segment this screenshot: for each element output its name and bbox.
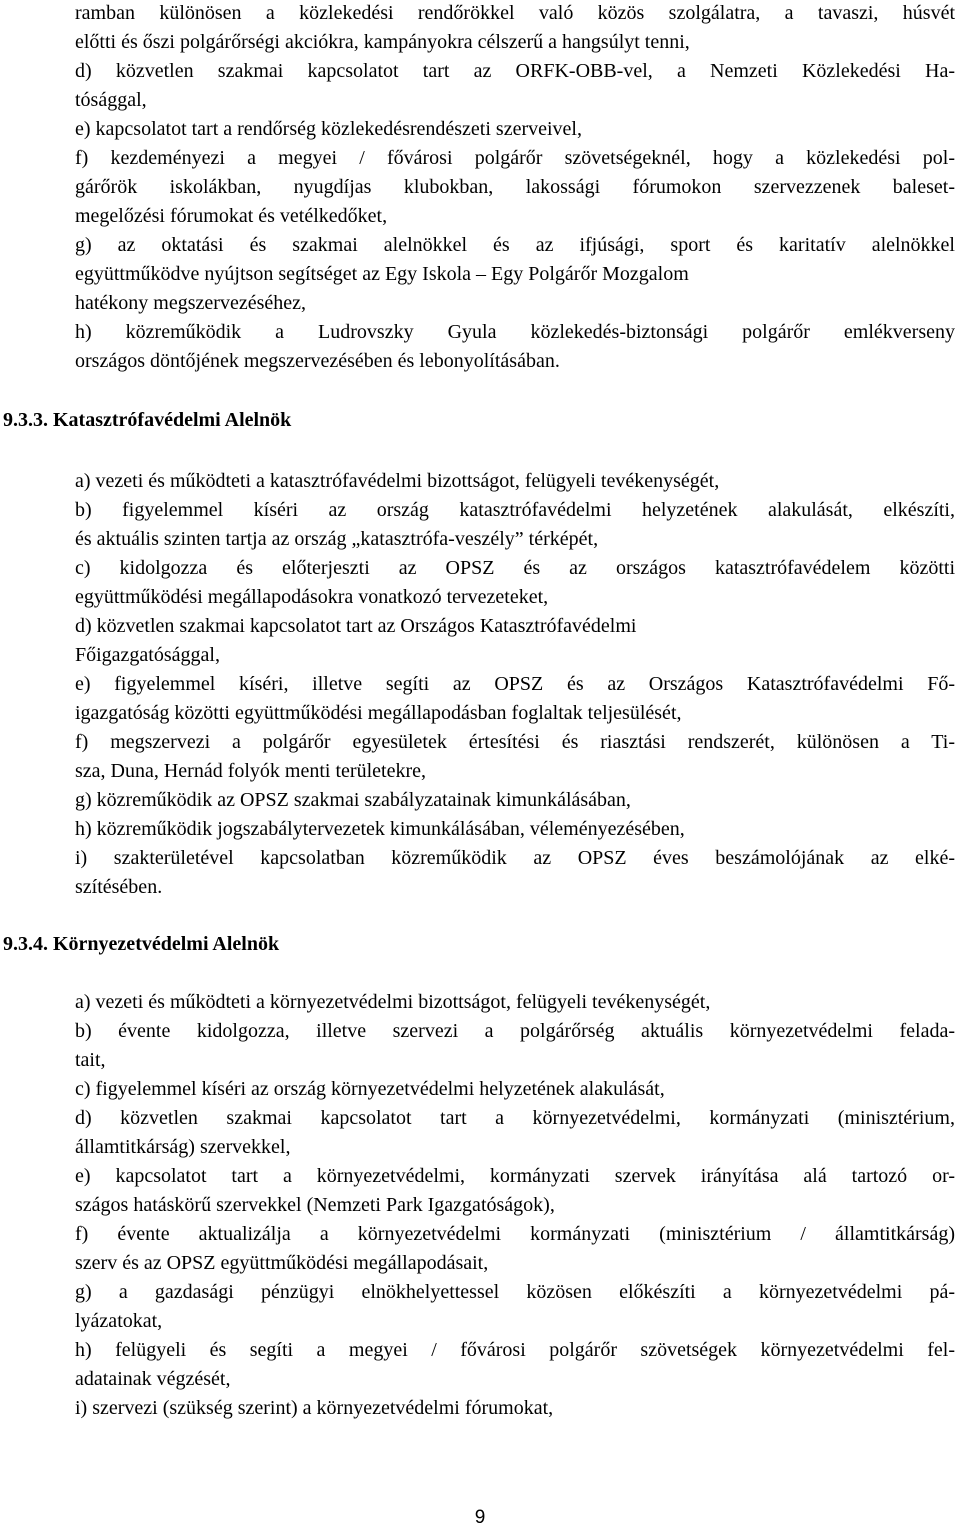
text-line: tósággal,	[75, 89, 147, 111]
section-heading: 9.3.3. Katasztrófavédelmi Alelnök	[3, 409, 292, 431]
text-line: i) szakterületével kapcsolatban közreműködik az OPSZ éves beszámolójának az elké-	[75, 847, 955, 869]
text-line: igazgatóság közötti együttműködési megállapodásban foglaltak teljesülését,	[75, 702, 682, 724]
text-line: b) figyelemmel kíséri az ország katasztrófavédelmi helyzetének alakulását, elkészíti,	[75, 499, 955, 521]
text-line: államtitkárság) szervekkel,	[75, 1136, 291, 1158]
text-line: szágos hatáskörű szervekkel (Nemzeti Park Igazgatóságok),	[75, 1194, 555, 1216]
text-line: tait,	[75, 1049, 106, 1071]
text-line: megelőzési fórumokat és vetélkedőket,	[75, 205, 388, 227]
text-line: f) évente aktualizálja a környezetvédelmi kormányzati (minisztérium / államtitkárság)	[75, 1223, 955, 1245]
text-line: d) közvetlen szakmai kapcsolatot tart a környezetvédelmi, kormányzati (minisztérium,	[75, 1107, 955, 1129]
text-line: országos döntőjének megszervezésében és lebonyolításában.	[75, 350, 560, 372]
text-line: előtti és őszi polgárőrségi akciókra, kampányokra célszerű a hangsúlyt tenni,	[75, 31, 690, 53]
text-line: sza, Duna, Hernád folyók menti területekre,	[75, 760, 426, 782]
text-line: Főigazgatósággal,	[75, 644, 220, 666]
text-line: d) közvetlen szakmai kapcsolatot tart az ORFK-OBB-vel, a Nemzeti Közlekedési Ha-	[75, 60, 955, 82]
text-line: f) megszervezi a polgárőr egyesületek értesítési és riasztási rendszerét, különösen a Ti-	[75, 731, 955, 753]
page-number: 9	[474, 1507, 486, 1528]
text-line: c) kidolgozza és előterjeszti az OPSZ és az országos katasztrófavédelem közötti	[75, 557, 955, 579]
text-line: e) kapcsolatot tart a rendőrség közlekedésrendészeti szerveivel,	[75, 118, 582, 140]
text-line: h) közreműködik a Ludrovszky Gyula közlekedés-biztonsági polgárőr emlékverseny	[75, 321, 955, 343]
text-line: h) közreműködik jogszabálytervezetek kimunkálásában, véleményezésében,	[75, 818, 685, 840]
text-line: d) közvetlen szakmai kapcsolatot tart az Országos Katasztrófavédelmi	[75, 615, 637, 637]
text-line: adatainak végzését,	[75, 1368, 231, 1390]
text-line: g) az oktatási és szakmai alelnökkel és az ifjúsági, sport és karitatív alelnökkel	[75, 234, 955, 256]
text-line: e) kapcsolatot tart a környezetvédelmi, kormányzati szervek irányítása alá tartozó or-	[75, 1165, 955, 1187]
text-line: a) vezeti és működteti a katasztrófavédelmi bizottságot, felügyeli tevékenységét,	[75, 470, 720, 492]
text-line: i) szervezi (szükség szerint) a környezetvédelmi fórumokat,	[75, 1397, 554, 1419]
text-line: b) évente kidolgozza, illetve szervezi a polgárőrség aktuális környezetvédelmi felada-	[75, 1020, 955, 1042]
text-line: h) felügyeli és segíti a megyei / fővárosi polgárőr szövetségek környezetvédelmi fel-	[75, 1339, 955, 1361]
text-line: gárőrök iskolákban, nyugdíjas klubokban, lakossági fórumokon szervezzenek baleset-	[75, 176, 955, 198]
text-line: szerv és az OPSZ együttműködési megállapodásait,	[75, 1252, 489, 1274]
text-line: e) figyelemmel kíséri, illetve segíti az OPSZ és az Országos Katasztrófavédelmi Fő-	[75, 673, 955, 695]
text-line: együttműködési megállapodásokra vonatkozó tervezeteket,	[75, 586, 549, 608]
text-line: szítésében.	[75, 876, 163, 898]
text-line: c) figyelemmel kíséri az ország környezetvédelmi helyzetének alakulását,	[75, 1078, 665, 1100]
text-line: együttműködve nyújtson segítséget az Egy Iskola – Egy Polgárőr Mozgalom	[75, 263, 689, 285]
text-line: g) a gazdasági pénzügyi elnökhelyettessel közösen előkészíti a környezetvédelmi pá-	[75, 1281, 955, 1303]
text-line: g) közreműködik az OPSZ szakmai szabályzatainak kimunkálásában,	[75, 789, 631, 811]
text-line: hatékony megszervezéséhez,	[75, 292, 306, 314]
text-line: és aktuális szinten tartja az ország „katasztrófa-veszély” térképét,	[75, 528, 599, 550]
text-line: f) kezdeményezi a megyei / fővárosi polgárőr szövetségeknél, hogy a közlekedési pol-	[75, 147, 955, 169]
section-heading: 9.3.4. Környezetvédelmi Alelnök	[3, 933, 280, 955]
text-line: lyázatokat,	[75, 1310, 163, 1332]
text-line: ramban különösen a közlekedési rendőrökkel való közös szolgálatra, a tavaszi, húsvét	[75, 2, 955, 24]
text-line: a) vezeti és működteti a környezetvédelmi bizottságot, felügyeli tevékenységét,	[75, 991, 711, 1013]
